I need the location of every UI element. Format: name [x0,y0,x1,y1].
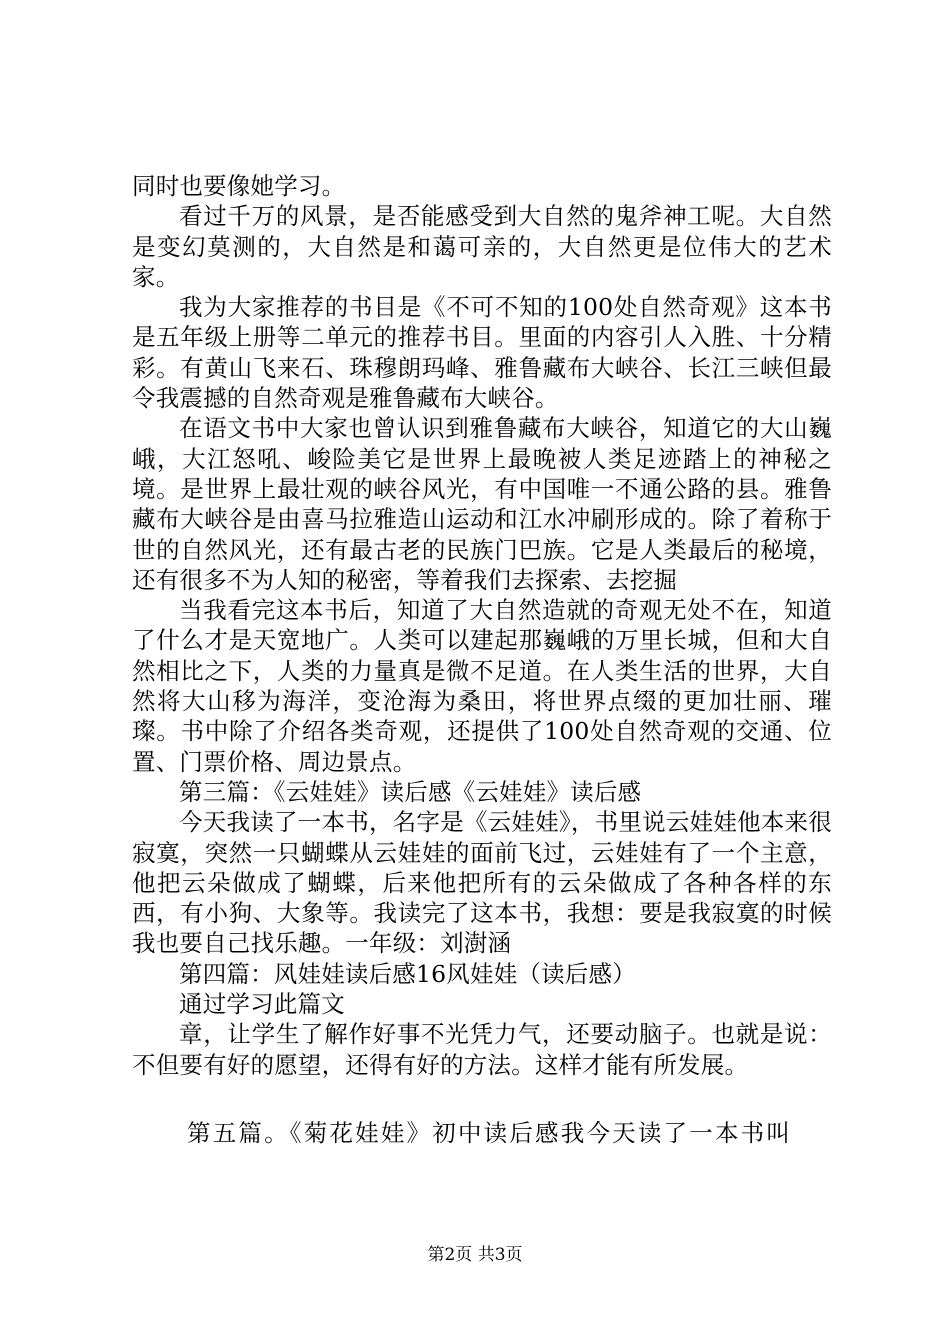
section-heading-4: 第四篇：风娃娃读后感16风娃娃（读后感） [179,959,636,988]
paragraph-cloud-doll: 今天我读了一本书，名字是《云娃娃》，书里说云娃娃他本来很寂寞，突然一只蝴蝶从云娃娃的面前飞过，云娃娃有了一个主意，他把云朵做成了蝴蝶，后来他把所有的云朵做成了各种各样的东西，有小狗、大象等。我读完了这本书，我想：要是我寂寞的时候我也要自己找乐趣。一年级：刘澍涵 [132,808,832,958]
paragraph-continuation: 同时也要像她学习。 [132,172,346,200]
paragraph-scenery: 看过千万的风景，是否能感受到大自然的鬼斧神工呢。大自然是变幻莫测的，大自然是和蔼可亲的，大自然更是位伟大的艺术家。 [132,202,832,291]
paragraph-grand-canyon: 在语文书中大家也曾认识到雅鲁藏布大峡谷，知道它的大山巍峨，大江怒吼、峻险美它是世界上最晚被人类足迹踏上的神秘之境。是世界上最壮观的峡谷风光，有中国唯一不通公路的县。雅鲁藏布大峡谷是由喜马拉雅造山运动和江水冲刷形成的。除了着称于世的自然风光，还有最古老的民族门巴族。它是人类最后的秘境，还有很多不为人知的秘密，等着我们去探索、去挖掘 [132,414,832,594]
paragraph-lesson-body: 章，让学生了解作好事不光凭力气，还要动脑子。也就是说：不但要有好的愿望，还得有好的方法。这样才能有所发展。 [132,1020,832,1079]
page-footer: 第2页 共3页 [427,1245,523,1265]
section-heading-5: 第五篇。《菊花娃娃》初中读后感我今天读了一本书叫 [187,1118,793,1147]
paragraph-book-recommendation: 我为大家推荐的书目是《不可不知的100处自然奇观》这本书是五年级上册等二单元的推荐书目。里面的内容引人入胜、十分精彩。有黄山飞来石、珠穆朗玛峰、雅鲁藏布大峡谷、长江三峡但最令我震撼的自然奇观是雅鲁藏布大峡谷。 [132,293,832,413]
section-heading-3: 第三篇：《云娃娃》读后感《云娃娃》读后感 [179,777,642,806]
paragraph-lesson-intro: 通过学习此篇文 [179,990,345,1019]
paragraph-reflection: 当我看完这本书后，知道了大自然造就的奇观无处不在，知道了什么才是天宽地广。人类可以建起那巍峨的万里长城，但和大自然相比之下，人类的力量真是微不足道。在人类生活的世界，大自然将大山移为海洋，变沧海为桑田，将世界点缀的更加壮丽、璀璨。书中除了介绍各类奇观，还提供了100处自然奇观的交通、位置、门票价格、周边景点。 [132,596,832,776]
document-body [132,171,832,1148]
